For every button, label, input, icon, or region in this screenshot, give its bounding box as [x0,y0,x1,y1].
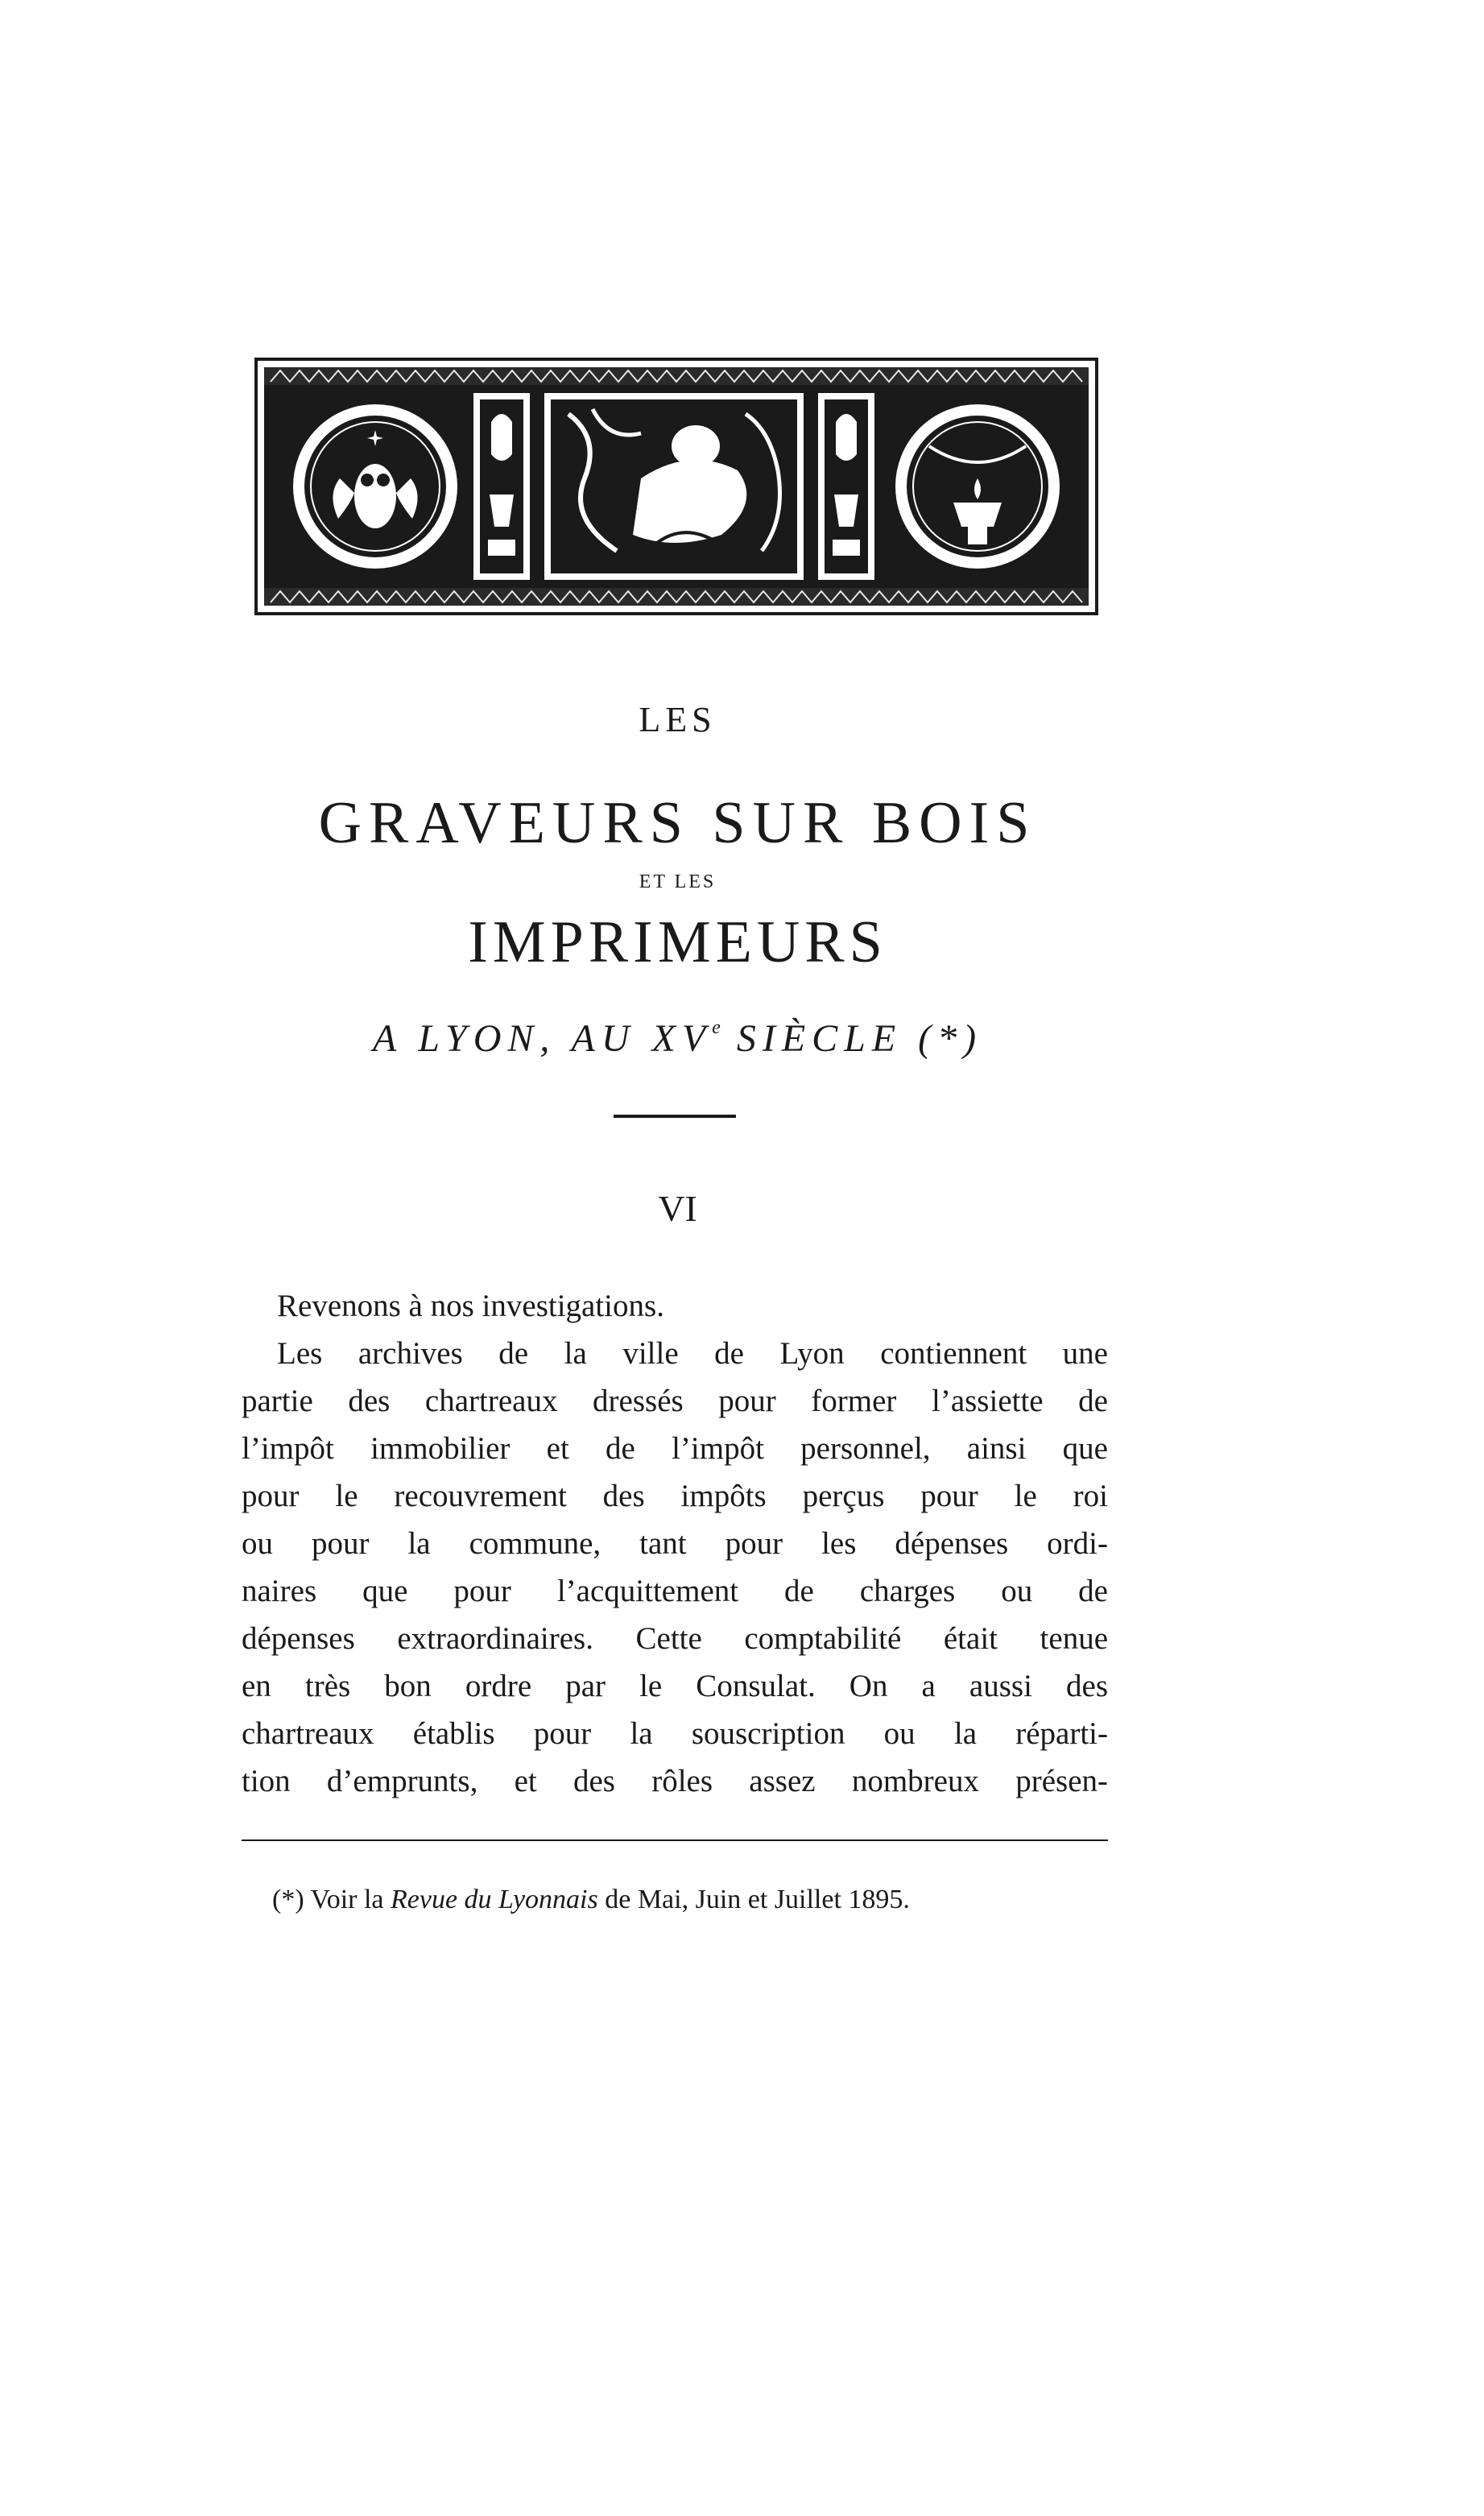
body-line: pour le recouvrement des impôts perçus pour le roi [242,1479,1108,1513]
ornamental-woodcut-banner [254,358,1098,615]
section-number: VI [658,1188,697,1229]
right-pillar [818,393,874,580]
body-line: partie des chartreaux dressés pour former l’assiette de [242,1384,1108,1418]
footnote-journal: Revue du Lyonnais [391,1885,598,1914]
body-line: tion d’emprunts, et des rôles assez nombreux présen- [242,1764,1108,1798]
subtitle-superscript: e [712,1017,721,1038]
body-line: naires que pour l’acquittement de charges ou de [242,1574,1108,1608]
body-line: dépenses extraordinaires. Cette comptabilité était tenue [242,1621,1108,1656]
footnote-suffix: de Mai, Juin et Juillet 1895. [597,1885,910,1914]
ornament-image [254,358,1098,615]
reading-figure-panel [544,393,804,580]
body-line: Les archives de la ville de Lyon contiennent une [277,1336,1108,1371]
body-line: Revenons à nos investigations. [277,1289,664,1323]
subtitle-lyon [0,1016,1355,1061]
body-line: en très bon ordre par le Consulat. On a aussi des [242,1669,1108,1703]
left-pillar [473,393,530,580]
title-les: LES [639,700,717,739]
title-et-les: ET LES [639,871,717,892]
footnote [272,1885,910,1915]
footnote-divider [242,1839,1108,1841]
title-imprimeurs: IMPRIMEURS [468,909,887,975]
title-graveurs: GRAVEURS SUR BOIS [318,790,1037,856]
subtitle-main: A LYON, AU XV [372,1017,713,1060]
lamp-medallion [894,403,1061,570]
footnote-prefix: (*) Voir la [272,1885,391,1914]
owl-medallion [291,403,459,570]
body-line: chartreaux établis pour la souscription ou la réparti- [242,1716,1108,1751]
body-line: l’impôt immobilier et de l’impôt personnel, ainsi que [242,1431,1108,1466]
subtitle-tail: SIÈCLE (*) [720,1017,983,1060]
title-divider [614,1115,736,1118]
body-paragraphs [242,1282,1108,1805]
body-line: ou pour la commune, tant pour les dépenses ordi- [242,1526,1108,1561]
